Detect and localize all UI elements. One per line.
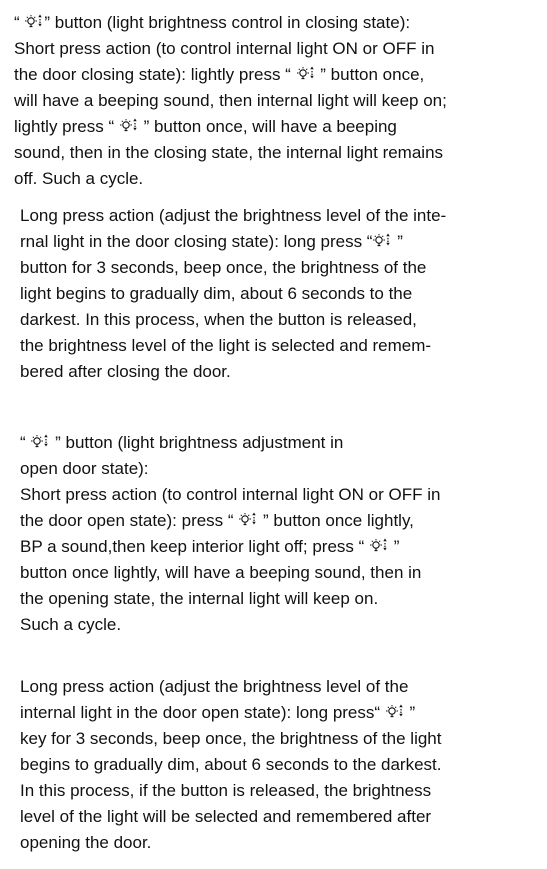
brightness-bulb-icon <box>119 118 139 134</box>
text-segment: Long press action (adjust the brightness level of the inte- <box>20 206 447 225</box>
text-segment: the brightness level of the light is selected and remem- <box>20 336 432 355</box>
text-line <box>20 700 547 726</box>
text-line <box>20 586 547 612</box>
text-line <box>20 674 547 700</box>
text-line <box>14 140 547 166</box>
text-segment: button once lightly, will have a beeping sound, then in <box>20 563 422 582</box>
text-line <box>14 166 547 192</box>
text-segment: darkest. In this process, when the button is released, <box>20 310 417 329</box>
text-line <box>20 726 547 752</box>
text-line <box>14 36 547 62</box>
text-segment: the door open state): press “ <box>20 511 239 530</box>
paragraph-closing-state-short-press <box>14 10 547 192</box>
text-segment: Short press action (to control internal light ON or OFF in <box>20 485 441 504</box>
text-segment: rnal light in the door closing state): long press “ <box>20 232 373 251</box>
text-line <box>20 804 547 830</box>
text-line <box>20 359 547 385</box>
brightness-bulb-icon <box>369 538 389 554</box>
text-line <box>20 229 547 255</box>
text-line <box>20 255 547 281</box>
text-segment: ” <box>392 232 403 251</box>
text-segment: “ <box>20 433 31 452</box>
text-line <box>20 307 547 333</box>
text-segment: ” button once, <box>315 65 425 84</box>
text-segment: button for 3 seconds, beep once, the brightness of the <box>20 258 427 277</box>
text-line <box>20 534 547 560</box>
text-line <box>14 114 547 140</box>
text-line <box>20 333 547 359</box>
text-line <box>20 482 547 508</box>
text-segment: key for 3 seconds, beep once, the brightness of the light <box>20 729 442 748</box>
paragraph-closing-state-long-press <box>20 203 547 385</box>
text-segment: lightly press “ <box>14 117 119 136</box>
brightness-bulb-icon <box>372 233 392 249</box>
text-segment: opening the door. <box>20 833 152 852</box>
text-line <box>20 612 547 638</box>
text-line <box>14 88 547 114</box>
text-segment: Short press action (to control internal light ON or OFF in <box>14 39 435 58</box>
text-segment: BP a sound,then keep interior light off; press “ <box>20 537 370 556</box>
brightness-bulb-icon <box>385 704 405 720</box>
brightness-bulb-icon <box>24 14 44 30</box>
text-segment: In this process, if the button is released, the brightness <box>20 781 432 800</box>
text-line <box>20 778 547 804</box>
paragraph-open-state-long-press <box>20 674 547 856</box>
text-segment: Such a cycle. <box>20 615 122 634</box>
text-segment: ” button (light brightness control in closing state): <box>44 13 411 32</box>
text-line <box>20 830 547 856</box>
text-line <box>20 203 547 229</box>
text-segment: the opening state, the internal light will keep on. <box>20 589 379 608</box>
text-line <box>14 62 547 88</box>
text-line <box>20 281 547 307</box>
brightness-bulb-icon <box>238 512 258 528</box>
text-segment: internal light in the door open state): long press“ <box>20 703 385 722</box>
text-segment: ” <box>389 537 400 556</box>
text-line <box>20 560 547 586</box>
text-line <box>14 10 547 36</box>
text-segment: open door state): <box>20 459 149 478</box>
brightness-bulb-icon <box>30 434 50 450</box>
text-segment: “ <box>14 13 25 32</box>
text-segment: Long press action (adjust the brightness level of the <box>20 677 409 696</box>
text-line <box>20 430 547 456</box>
text-segment: ” button (light brightness adjustment in <box>50 433 344 452</box>
text-segment: light begins to gradually dim, about 6 seconds to the <box>20 284 413 303</box>
text-line <box>20 456 547 482</box>
text-segment: ” button once, will have a beeping <box>138 117 397 136</box>
text-segment: ” <box>404 703 416 722</box>
paragraph-open-state-short-press <box>20 430 547 638</box>
text-segment: begins to gradually dim, about 6 seconds to the darkest. <box>20 755 442 774</box>
text-segment: ” button once lightly, <box>258 511 414 530</box>
text-segment: the door closing state): lightly press “ <box>14 65 296 84</box>
text-line <box>20 508 547 534</box>
text-segment: off. Such a cycle. <box>14 169 144 188</box>
text-segment: sound, then in the closing state, the internal light remains <box>14 143 444 162</box>
text-line <box>20 752 547 778</box>
text-segment: level of the light will be selected and remembered after <box>20 807 432 826</box>
text-segment: will have a beeping sound, then internal light will keep on; <box>14 91 447 110</box>
brightness-bulb-icon <box>296 66 316 82</box>
text-segment: bered after closing the door. <box>20 362 231 381</box>
